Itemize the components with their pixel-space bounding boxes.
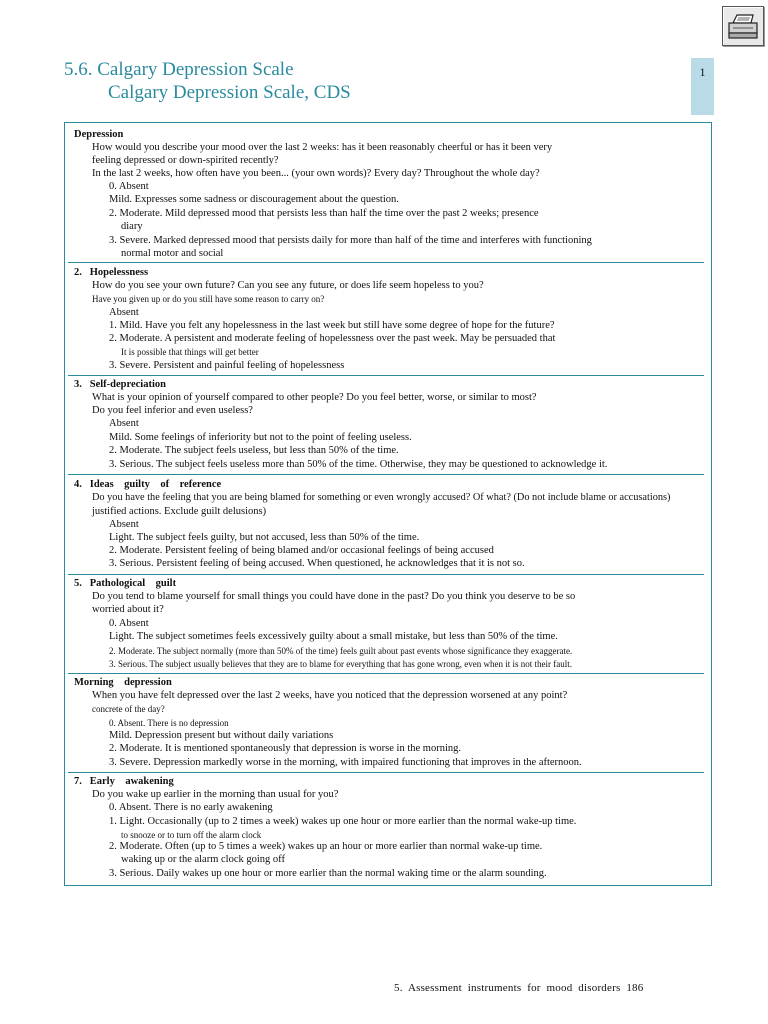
section-line: How do you see your own future? Can you see any future, or does life seem hopeless to you? <box>92 280 484 291</box>
section-heading: Morning depression <box>74 677 172 688</box>
section-heading: Depression <box>74 129 124 140</box>
section-line: 3. Serious. Daily wakes up one hour or more earlier than the normal waking time or the alarm sounding. <box>109 868 547 879</box>
section-line: to snooze or to turn off the alarm clock <box>121 830 262 840</box>
section-line: Absent <box>109 418 139 429</box>
print-icon <box>727 11 759 41</box>
section-divider <box>68 772 704 773</box>
section-line: 0. Absent. There is no early awakening <box>109 802 273 813</box>
section-divider <box>68 474 704 475</box>
section-line: Mild. Depression present but without daily variations <box>109 730 334 741</box>
scale-frame <box>64 122 712 886</box>
section-heading: 2. Hopelessness <box>74 267 149 278</box>
section-line: 3. Severe. Marked depressed mood that persists daily for more than half of the time and interferes with functioning <box>109 235 592 246</box>
section-line: When you have felt depressed over the last 2 weeks, have you noticed that the depression worsened at any point? <box>92 690 568 701</box>
section-line: Do you have the feeling that you are being blamed for something or even wrongly accused? Of what? (Do not include blame or accusations) <box>92 492 671 503</box>
section-line: Absent <box>109 307 139 318</box>
section-line: 2. Moderate. A persistent and moderate feeling of hopelessness over the past week. May be persuaded that <box>109 333 556 344</box>
title-line-1: 5.6. Calgary Depression Scale <box>64 59 294 80</box>
section-line: concrete of the day? <box>92 704 165 714</box>
section-line: normal motor and social <box>121 248 224 259</box>
section-heading: 3. Self-depreciation <box>74 379 166 390</box>
section-line: 2. Moderate. The subject feels useless, but less than 50% of the time. <box>109 445 399 456</box>
section-line: 2. Moderate. The subject normally (more than 50% of the time) feels guilt about past events whose significance they exaggerate. <box>109 646 573 656</box>
section-line: justified actions. Exclude guilt delusions) <box>92 506 267 517</box>
page-title <box>64 58 351 104</box>
section-line: Absent <box>109 519 139 530</box>
section-divider <box>68 673 704 674</box>
section-line: 3. Severe. Persistent and painful feeling of hopelessness <box>109 360 345 371</box>
section-line: 3. Severe. Depression markedly worse in the morning, with impaired functioning that improves in the afternoon. <box>109 757 582 768</box>
section-divider <box>68 262 704 263</box>
section-line: Light. The subject feels guilty, but not accused, less than 50% of the time. <box>109 532 420 543</box>
section-line: Mild. Some feelings of inferiority but not to the point of feeling useless. <box>109 432 412 443</box>
section-line: 0. Absent <box>109 181 149 192</box>
section-line: Do you feel inferior and even useless? <box>92 405 253 416</box>
section-line: waking up or the alarm clock going off <box>121 854 285 865</box>
section-line: Mild. Expresses some sadness or discouragement about the question. <box>109 194 399 205</box>
section-line: feeling depressed or down-spirited recently? <box>92 155 279 166</box>
print-button[interactable] <box>722 6 764 46</box>
section-line: 3. Serious. Persistent feeling of being accused. When questioned, he acknowledges that it is not so. <box>109 558 525 569</box>
section-divider <box>68 375 704 376</box>
page-marker: 1 <box>691 58 714 115</box>
section-line: 0. Absent. There is no depression <box>109 718 229 728</box>
section-line: 2. Moderate. Persistent feeling of being blamed and/or occasional feelings of being accused <box>109 545 494 556</box>
section-heading: 4. Ideas guilty of reference <box>74 479 222 490</box>
section-line: 2. Moderate. Mild depressed mood that persists less than half the time over the past 2 weeks; presence <box>109 208 539 219</box>
section-line: Light. The subject sometimes feels excessively guilty about a small mistake, but less than 50% of the time. <box>109 631 558 642</box>
section-line: 1. Light. Occasionally (up to 2 times a week) wakes up one hour or more earlier than the normal wake-up time. <box>109 816 577 827</box>
section-line: Do you wake up earlier in the morning than usual for you? <box>92 789 339 800</box>
section-line: In the last 2 weeks, how often have you been... (your own words)? Every day? Throughout the whole day? <box>92 168 540 179</box>
section-line: diary <box>121 221 143 232</box>
section-line: Have you given up or do you still have some reason to carry on? <box>92 294 325 304</box>
section-line: 0. Absent <box>109 618 149 629</box>
section-divider <box>68 574 704 575</box>
section-line: What is your opinion of yourself compared to other people? Do you feel better, worse, or similar to most? <box>92 392 537 403</box>
section-line: 2. Moderate. Often (up to 5 times a week) wakes up an hour or more earlier than normal wake-up time. <box>109 841 543 852</box>
section-line: 3. Serious. The subject usually believes that they are to blame for everything that has gone wrong, even when it is not their fault. <box>109 659 572 669</box>
section-line: 1. Mild. Have you felt any hopelessness in the last week but still have some degree of hope for the future? <box>109 320 555 331</box>
page-footer: 5. Assessment instruments for mood disorders 186 <box>394 982 644 994</box>
section-line: worried about it? <box>92 604 164 615</box>
section-line: 2. Moderate. It is mentioned spontaneously that depression is worse in the morning. <box>109 743 461 754</box>
section-line: How would you describe your mood over the last 2 weeks: has it been reasonably cheerful or has it been very <box>92 142 553 153</box>
section-line: Do you tend to blame yourself for small things you could have done in the past? Do you think you deserve to be so <box>92 591 576 602</box>
section-heading: 5. Pathological guilt <box>74 578 177 589</box>
section-line: 3. Serious. The subject feels useless more than 50% of the time. Otherwise, they may be questioned to acknowledge it. <box>109 459 608 470</box>
section-line: It is possible that things will get better <box>121 347 259 357</box>
title-line-2: Calgary Depression Scale, CDS <box>108 82 351 103</box>
section-heading: 7. Early awakening <box>74 776 174 787</box>
